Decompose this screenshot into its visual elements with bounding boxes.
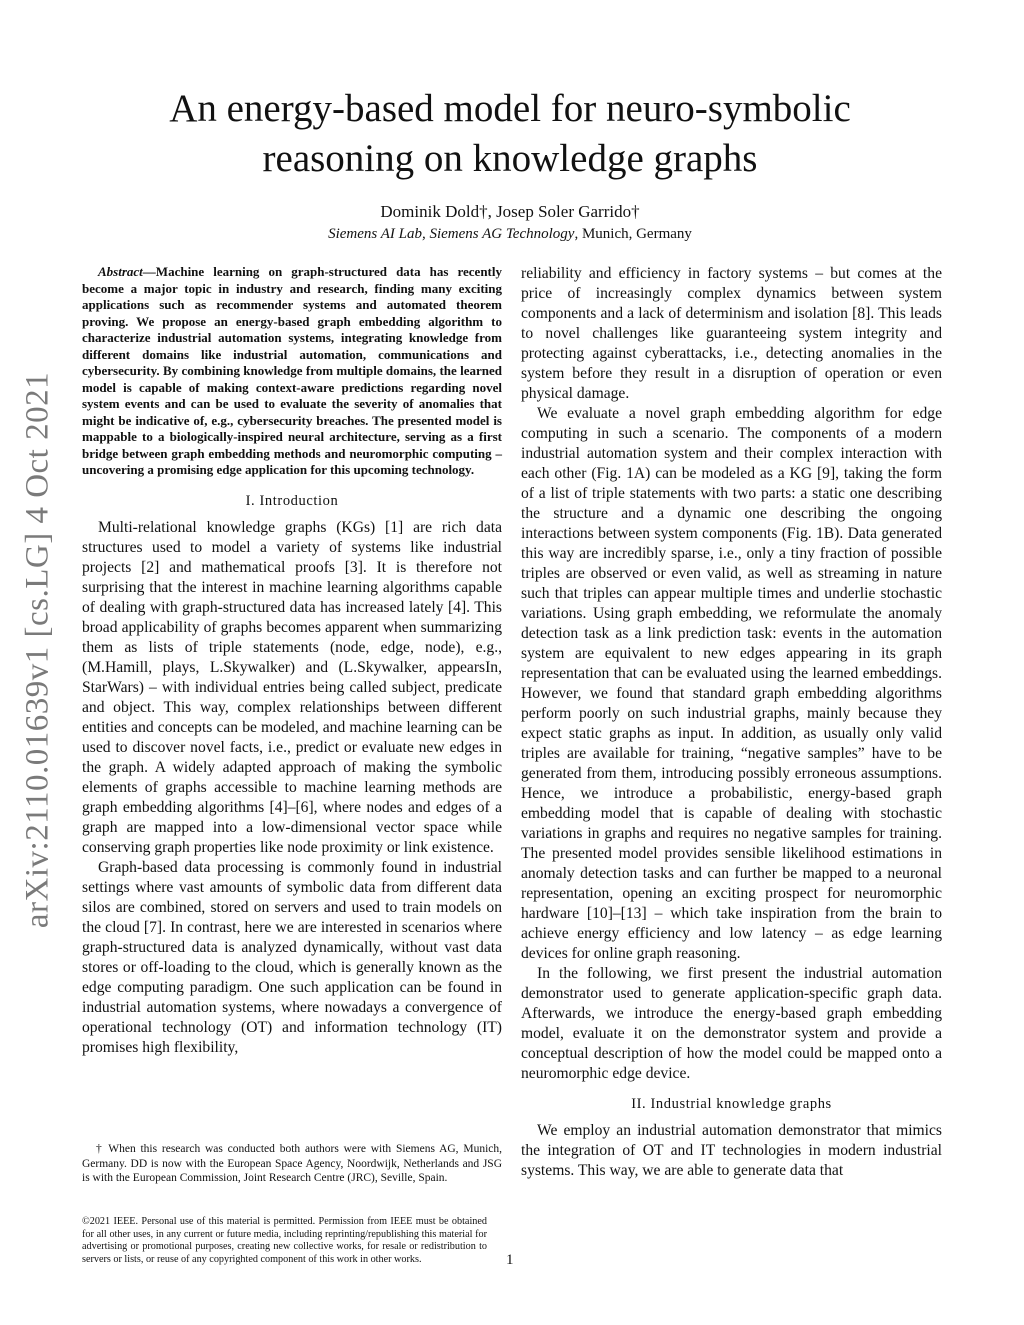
title-line-2: reasoning on knowledge graphs: [262, 137, 758, 180]
section-heading-introduction: I. Introduction: [245, 492, 339, 509]
intro-paragraph-1: Multi-relational knowledge graphs (KGs) [1] are rich data structures used to model a variety of systems like industrial projects [2] and mathematical proofs [3]. It is therefore not surprising that the interest in machine learning algorithms capable of dealing with graph-structured data has increased lately [4]. This broad applicability of graphs becomes apparent when summarizing them as lists of triple statements (node, edge, node), e.g., (M.Hamill, plays, L.Skywalker) and (L.Skywalker, appearsIn, StarWars) – with individual entries being called subject, predicate and object. This way, complex relationships between different entities and concepts can be modeled, and machine learning can be used to discover novel facts, i.e., predict or evaluate new edges in the graph. A widely adapted approach of making the symbolic elements of graphs accessible to machine learning methods are graph embedding algorithms [4]–[6], where nodes and edges of a graph are mapped into a low-dimensional vector space while conserving graph properties like node proximity or link existence.: [82, 518, 502, 856]
footnote: † When this research was conducted both authors were with Siemens AG, Munich, Germany. DD is now with the European Space Agency, Noordwijk, Netherlands and JSG is with the European Commission, Joint Research Centre (JRC), Seville, Spain.: [82, 1143, 502, 1184]
intro-paragraph-2: Graph-based data processing is commonly found in industrial settings where vast amounts of symbolic data from different data silos are combined, stored on servers and used to train models on the cloud [7]. In contrast, here we are interested in scenarios where graph-structured data is analyzed dynamically, without vast data stores or off-loading to the cloud, which is generally known as the edge computing paradigm. One such application can be found in industrial automation systems, where nowadays a convergence of operational technology (OT) and information technology (IT) promises high flexibility,: [82, 858, 502, 1056]
section2-paragraph-1: We employ an industrial automation demonstrator that mimics the integration of OT and IT technologies in modern industrial systems. This way, we are able to generate data that: [521, 1122, 942, 1179]
arxiv-sidebar: [18, 360, 58, 940]
paper-title: [120, 84, 900, 184]
affiliation: [150, 224, 870, 244]
copyright-notice: ©2021 IEEE. Personal use of this material is permitted. Permission from IEEE must be obtained for all other uses, in any current or future media, including reprinting/republishing this material for advertising or promotional purposes, creating new collective works, for resale or redistribution to servers or lists, or reuse of any copyrighted component of this work in other works.: [82, 1216, 487, 1265]
abstract-text: —Machine learning on graph-structured data has recently become a major topic in industry and research, finding many exciting applications such as recommender systems and automated theorem proving. We propose an energy-based graph embedding algorithm to characterize industrial automation systems, integrating knowledge from different domains like industrial automation, communications and cybersecurity. By combining knowledge from multiple domains, the learned model is capable of making context-aware predictions regarding novel system events and can be used to evaluate the severity of anomalies that might be indicative of, e.g., cybersecurity breaches. The presented model is mappable to a biologically-inspired neural architecture, serving as a first bridge between graph embedding methods and neuromorphic computing – uncovering a promising edge application for this upcoming technology.: [82, 264, 502, 477]
abstract-label: Abstract: [98, 264, 143, 279]
affiliation-location: , Munich, Germany: [574, 226, 692, 242]
arxiv-identifier: arXiv:2110.01639v1 [cs.LG] 4 Oct 2021: [19, 371, 56, 929]
intro-paragraph-continued: reliability and efficiency in factory systems – but comes at the price of increasingly complex dynamics between system components and a lack of determinism and isolation [8]. This leads to novel challenges like guaranteeing system integrity and protecting against cyberattacks, i.e., detecting anomalies in the system before they result in a disruption of operation or even physical damage.: [521, 265, 942, 402]
left-column: [82, 264, 502, 1058]
right-column: [521, 264, 942, 1181]
section-heading-industrial-knowledge-graphs: II. Industrial knowledge graphs: [631, 1096, 832, 1112]
affiliation-org: Siemens AI Lab, Siemens AG Technology: [328, 226, 575, 242]
intro-paragraph-4: In the following, we first present the industrial automation demonstrator used to generate application-specific graph data. Afterwards, we introduce the energy-based graph embedding model, evaluate it on the demonstrator system and provide a conceptual description of how the model could be mapped onto a neuromorphic edge device.: [521, 965, 942, 1082]
intro-paragraph-3: We evaluate a novel graph embedding algorithm for edge computing in such a scenario. The components of a modern industrial automation system and their complex interaction with each other (Fig. 1A) can be modeled as a KG [9], taking the form of a list of triple statements with two parts: a static one describing the structure and a dynamic one describing the ongoing interactions between system components (Fig. 1B). Data generated this way are incredibly sparse, i.e., only a tiny fraction of possible triples are observed or even valid, as well as streaming in nature such that triples can appear multiple times and underlie stochastic variations. Using graph embedding, we reformulate the anomaly detection task as a link prediction task: events in the automation system are equivalent to new edges appearing in its graph representation that can be evaluated using the learned embeddings. However, we found that standard graph embedding algorithms perform poorly on such industrial graphs, mainly because they expect static graphs as input. In addition, as usually only valid triples are available for training, “negative samples” have to be generated from them, introducing possibly erroneous assumptions. Hence, we introduce a probabilistic, energy-based graph embedding model that is capable of dealing with stochastic variations in graphs and requires no negative samples for training. The presented model provides sensible likelihood estimations in anomaly detection tasks and can further be mapped to a neuronal representation, opening an exciting prospect for neuromorphic hardware [10]–[13] – which take inspiration from the brain to achieve energy efficiency and low latency – as edge learning devices for online graph reasoning.: [521, 405, 942, 962]
title-line-1: An energy-based model for neuro-symbolic: [169, 87, 851, 130]
page-number: 1: [506, 1252, 514, 1268]
abstract: [82, 264, 502, 479]
author-list: Dominik Dold†, Josep Soler Garrido†: [380, 202, 640, 221]
